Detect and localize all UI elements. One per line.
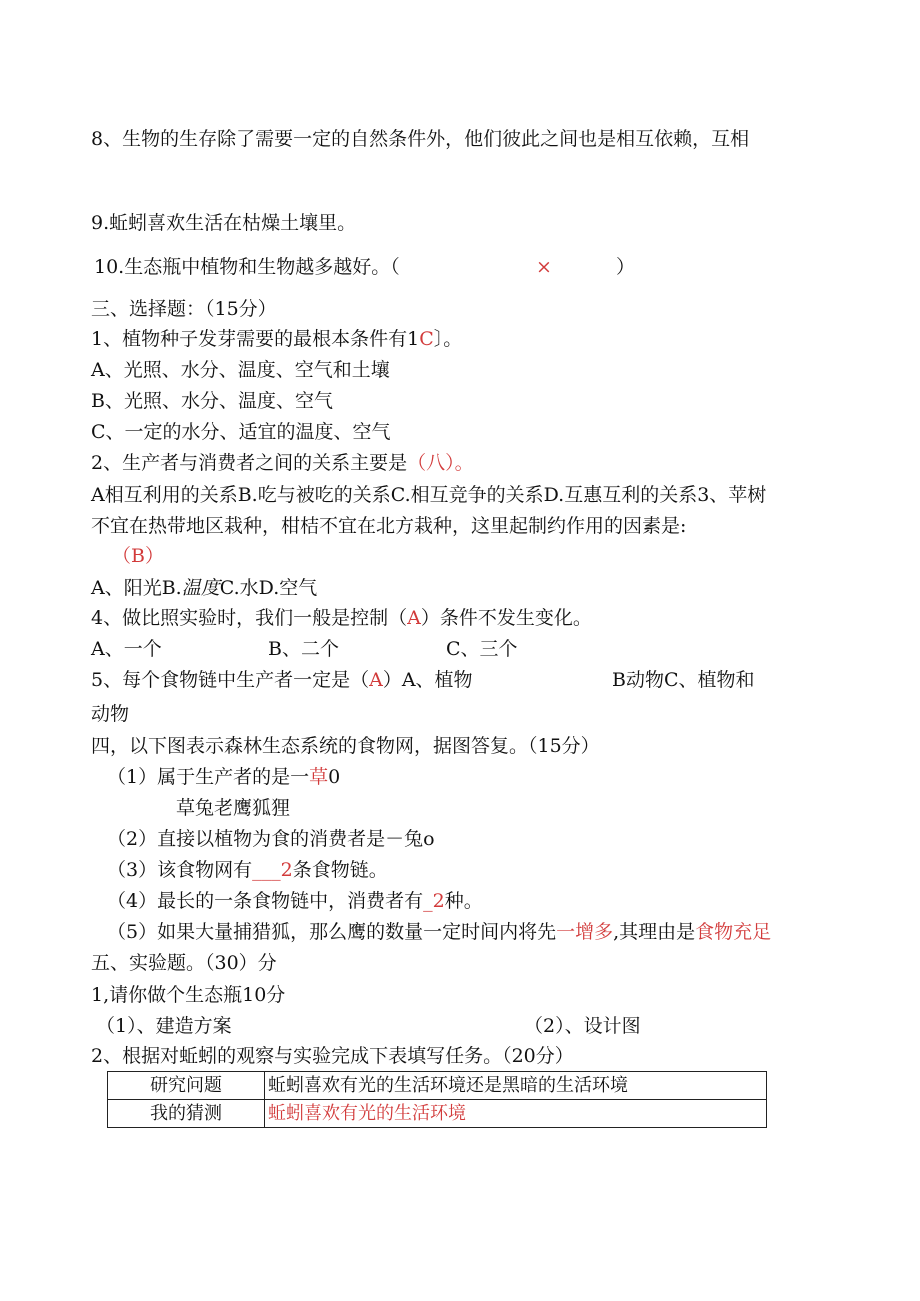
choice-q3-options [91, 575, 317, 601]
food-web-q4-text: （4）最长的一条食物链中，消费者有 [107, 890, 424, 912]
food-web-q3-text: （3）该食物网有 [107, 859, 253, 881]
food-web-q3-answer: 2 [280, 859, 293, 881]
choice-q2-options: A相互利用的关系B.吃与被吃的关系C.相互竞争的关系D.互惠互利的关系3、苹树 [91, 484, 767, 506]
table-row [108, 1072, 767, 1100]
choice-q3-continuation: 不宜在热带地区栽种，柑桔不宜在北方栽种，这里起制约作用的因素是: [91, 515, 687, 537]
food-web-q4-end: 种。 [444, 890, 483, 912]
food-web-diagram-text: 草兔老鹰狐狸 [176, 797, 291, 819]
choice-q2 [91, 450, 474, 476]
choice-q1-text: 1、植物种子发芽需要的最根本条件有1 [91, 328, 420, 350]
food-web-q3 [107, 857, 388, 883]
experiment-q1-part-2: （2）、设计图 [524, 1015, 641, 1037]
choice-q1 [91, 326, 462, 352]
choice-q3-option-a: A、阳光B. [91, 577, 182, 599]
question-10: 10.生态瓶中植物和生物越多越好。（ [94, 256, 400, 278]
food-web-q4 [107, 888, 483, 914]
choice-q2-text: 2、生产者与消费者之间的关系主要是 [91, 452, 408, 474]
experiment-table [107, 1071, 767, 1128]
experiment-q1: 1,请你做个生态瓶10分 [91, 984, 286, 1006]
choice-q4-before: 4、做比照实验时，我们一般是控制（ [91, 607, 408, 629]
food-web-q4-blank: _ [423, 890, 433, 912]
food-web-q4-answer: 2 [432, 890, 445, 912]
choice-q3-option-b: 温度 [181, 577, 220, 599]
experiment-q1-part-1: （1）、建造方案 [96, 1015, 232, 1037]
section-4-title: 四，以下图表示森林生态系统的食物网，据图答复。（15分） [91, 735, 600, 757]
section-5-title: 五、实验题。（30）分 [91, 952, 277, 974]
choice-q3-option-cd: C.水D.空气 [219, 577, 318, 599]
section-3-title: 三、选择题：（15分） [91, 298, 277, 320]
food-web-q5-answer-1: 一增多 [556, 921, 614, 943]
table-cell-answer: 蚯蚓喜欢有光的生活环境 [265, 1100, 767, 1128]
table-row [108, 1100, 767, 1128]
table-cell-label: 研究问题 [108, 1072, 265, 1100]
choice-q5-before: 5、每个食物链中生产者一定是（ [91, 669, 370, 691]
choice-q1-option-b: B、光照、水分、温度、空气 [91, 390, 333, 412]
choice-q5 [91, 667, 473, 693]
question-9: 9.蚯蚓喜欢生活在枯燥土壤里。 [91, 212, 357, 234]
food-web-q1-text: （1）属于生产者的是一 [107, 766, 310, 788]
table-cell-label: 我的猜测 [108, 1100, 265, 1128]
choice-q4-option-a: A、一个 [91, 638, 162, 660]
choice-q4-option-c: C、三个 [446, 638, 518, 660]
choice-q4-answer: A [407, 607, 421, 629]
food-web-q1 [107, 764, 340, 790]
food-web-q5-answer-2: 食物充足 [695, 921, 772, 943]
question-10-close: ） [616, 256, 636, 278]
choice-q5-options-right: B动物C、植物和 [612, 669, 755, 691]
food-web-q5-text: （5）如果大量捕猎狐，那么鹰的数量一定时间内将先 [107, 921, 557, 943]
choice-q5-after: ）A、植物 [382, 669, 473, 691]
question-8: 8、生物的生存除了需要一定的自然条件外，他们彼此之间也是相互依赖，互相 [91, 128, 750, 150]
food-web-q2: （2）直接以植物为食的消费者是－兔o [107, 828, 435, 850]
choice-q4 [91, 605, 592, 631]
food-web-q3-end: 条食物链。 [292, 859, 388, 881]
food-web-q1-end: 0 [328, 766, 341, 788]
choice-q4-option-b: B、二个 [268, 638, 339, 660]
food-web-q1-answer: 草 [309, 766, 329, 788]
question-10-answer: × [536, 256, 552, 278]
choice-q1-close: 〕。 [433, 328, 463, 350]
food-web-q3-blank: ___ [252, 859, 281, 881]
choice-q1-option-c: C、一定的水分、适宜的温度、空气 [91, 421, 391, 443]
choice-q1-option-a: A、光照、水分、温度、空气和土壤 [91, 359, 390, 381]
table-cell-value: 蚯蚓喜欢有光的生活环境还是黑暗的生活环境 [265, 1072, 767, 1100]
experiment-q2: 2、根据对蚯蚓的观察与实验完成下表填写任务。（20分） [91, 1045, 574, 1067]
choice-q4-after: ）条件不发生变化。 [420, 607, 592, 629]
food-web-q5-mid: ,其理由是 [613, 921, 696, 943]
choice-q1-answer: C [419, 328, 434, 350]
choice-q3-answer: （B） [112, 545, 164, 567]
food-web-q5 [107, 919, 771, 945]
choice-q5-continuation: 动物 [91, 703, 130, 725]
choice-q5-answer: A [369, 669, 383, 691]
choice-q2-answer: （八）。 [407, 452, 474, 474]
